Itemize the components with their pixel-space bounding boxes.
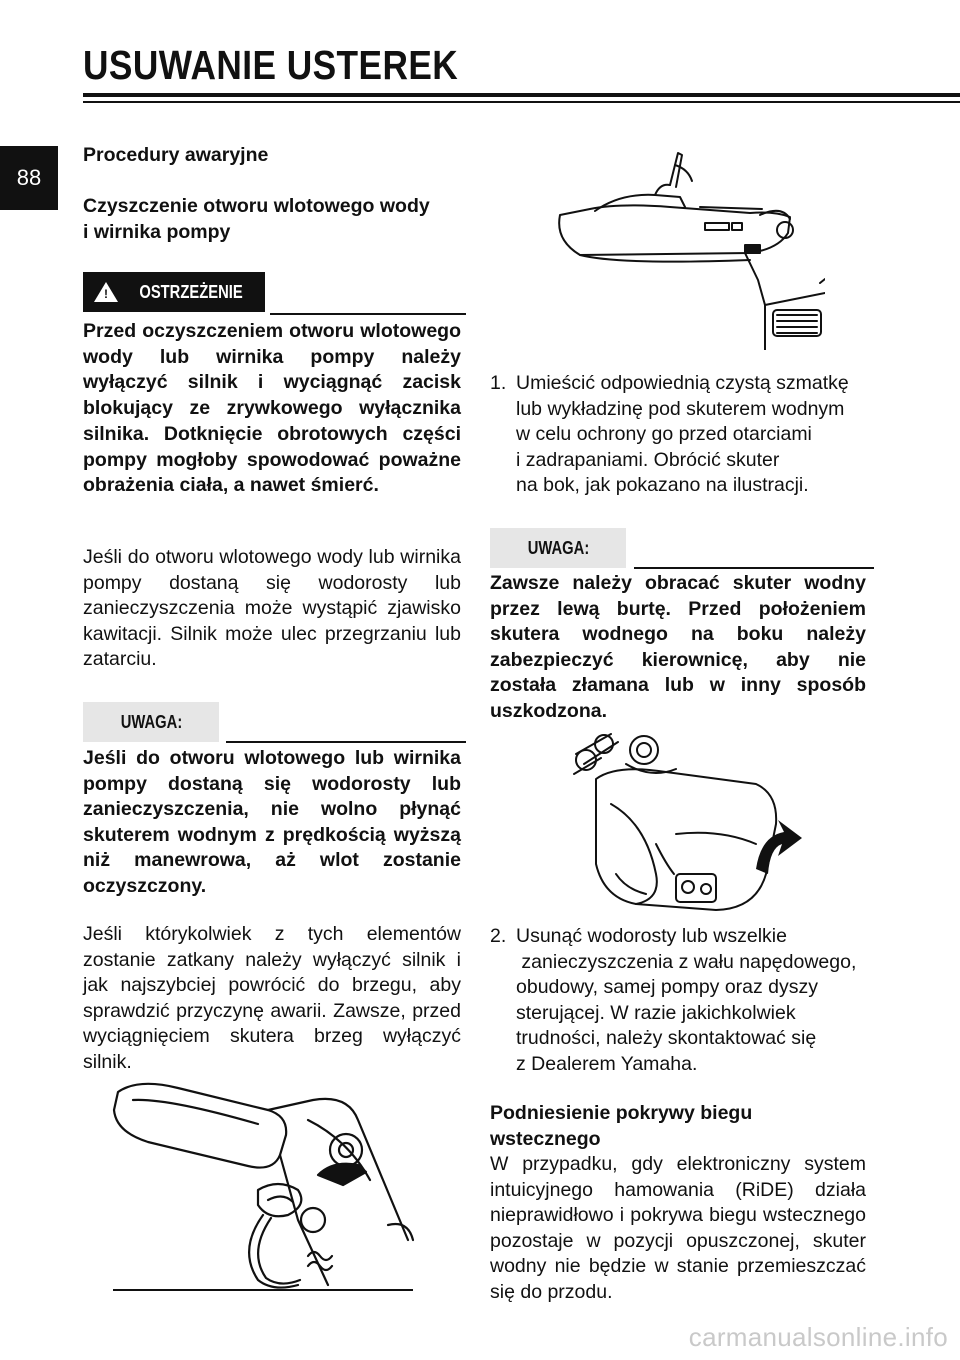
header-rule-thick <box>83 93 960 97</box>
watermark: carmanualsonline.info <box>688 1322 948 1352</box>
watercraft-side-illustration <box>520 145 825 350</box>
note-badge <box>83 702 219 742</box>
step-number: 2. <box>490 925 507 947</box>
step-number: 1. <box>490 372 507 394</box>
subsection-heading-line: Podniesienie pokrywy biegu <box>490 1102 753 1124</box>
section-heading: Procedury awaryjne <box>83 144 269 166</box>
note-text: Zawsze należy obracać skuter wodny przez lewą burtę. Przed położeniem skutera wodnego na boku należy zabezpieczyć kierownicę, aby nie została złamana lub w inny sposób uszkodzona. <box>490 572 866 722</box>
note-badge <box>490 528 626 568</box>
step-line: na bok, jak pokazano na ilustracji. <box>516 474 809 496</box>
subsection-heading-line: Czyszczenie otworu wlotowego wody <box>83 195 430 217</box>
subsection-heading-line: i wirnika pompy <box>83 220 231 243</box>
warning-rule <box>270 313 466 315</box>
step-line: i zadrapaniami. Obrócić skuter <box>516 448 780 471</box>
step-1 <box>490 371 866 499</box>
page-title: USUWANIE USTEREK <box>83 42 459 88</box>
warning-label: OSTRZEŻENIE <box>139 281 243 302</box>
warning-text: Przed oczyszczeniem otworu wlotowego wody lub wirnika pompy należy wyłączyć silnik i wyciągnąć zacisk blokujący ze zrywkowego wyłącznika silnika. Dotknięcie obrotowych części pompy mogłoby spowodować poważne obrażenia ciała, a nawet śmierć. <box>83 320 461 497</box>
watercraft-on-side-illustration <box>556 724 806 916</box>
step-2 <box>490 924 866 1077</box>
step-line: trudności, należy skontaktować się <box>516 1027 817 1049</box>
note-rule <box>226 741 466 743</box>
note-label: UWAGA: <box>120 711 182 732</box>
step-line: Umieścić odpowiednią czystą szmatkę <box>516 372 849 394</box>
step-line: z Dealerem Yamaha. <box>516 1052 698 1075</box>
warning-triangle-icon: ! <box>94 282 118 302</box>
step-line: zanieczyszczenia z wału napędowego, <box>516 950 857 973</box>
step-line: obudowy, samej pompy oraz dyszy <box>516 976 819 998</box>
handlebar-lanyard-illustration <box>108 1080 418 1295</box>
note-label: UWAGA: <box>527 537 589 558</box>
paragraph: Jeśli do otworu wlotowego wody lub wirnika pompy dostaną się wodorosty lub zanieczyszczenia może wystąpić zjawisko kawitacji. Silnik może ulec przegrzaniu lub zatarciu. <box>83 546 461 670</box>
subsection-heading-line: wstecznego <box>490 1127 601 1150</box>
page-number-tab: 88 <box>0 146 58 210</box>
subsection-heading <box>83 194 461 245</box>
subsection-heading <box>490 1101 866 1152</box>
step-line: w celu ochrony go przed otarciami <box>516 423 812 445</box>
paragraph: W przypadku, gdy elektroniczny system intuicyjnego hamowania (RiDE) działa nieprawidłowo i pokrywa biegu wstecznego pozostaje w pozycji opuszczonej, skuter wodny nie będzie w stanie przemieszczać się do przodu. <box>490 1153 866 1303</box>
note-rule <box>634 567 874 569</box>
step-line: Usunąć wodorosty lub wszelkie <box>516 925 787 947</box>
step-line: sterującej. W razie jakichkolwiek <box>516 1001 796 1024</box>
step-line: lub wykładzinę pod skuterem wodnym <box>516 397 845 420</box>
note-text: Jeśli do otworu wlotowego lub wirnika pompy dostaną się wodorosty lub zanieczyszczenia, nie wolno płynąć skuterem wodnym z prędkością wyższą niż manewrowa, aż wlot zostanie oczyszczony. <box>83 747 461 897</box>
header-rule-thin <box>83 101 960 103</box>
warning-badge <box>83 272 265 312</box>
paragraph: Jeśli którykolwiek z tych elementów zostanie zatkany należy wyłączyć silnik i jak najszybciej powrócić do brzegu, aby sprawdzić przyczynę awarii. Zawsze, przed wyciągnięciem skutera brzeg wyłączyć silnik. <box>83 923 461 1073</box>
